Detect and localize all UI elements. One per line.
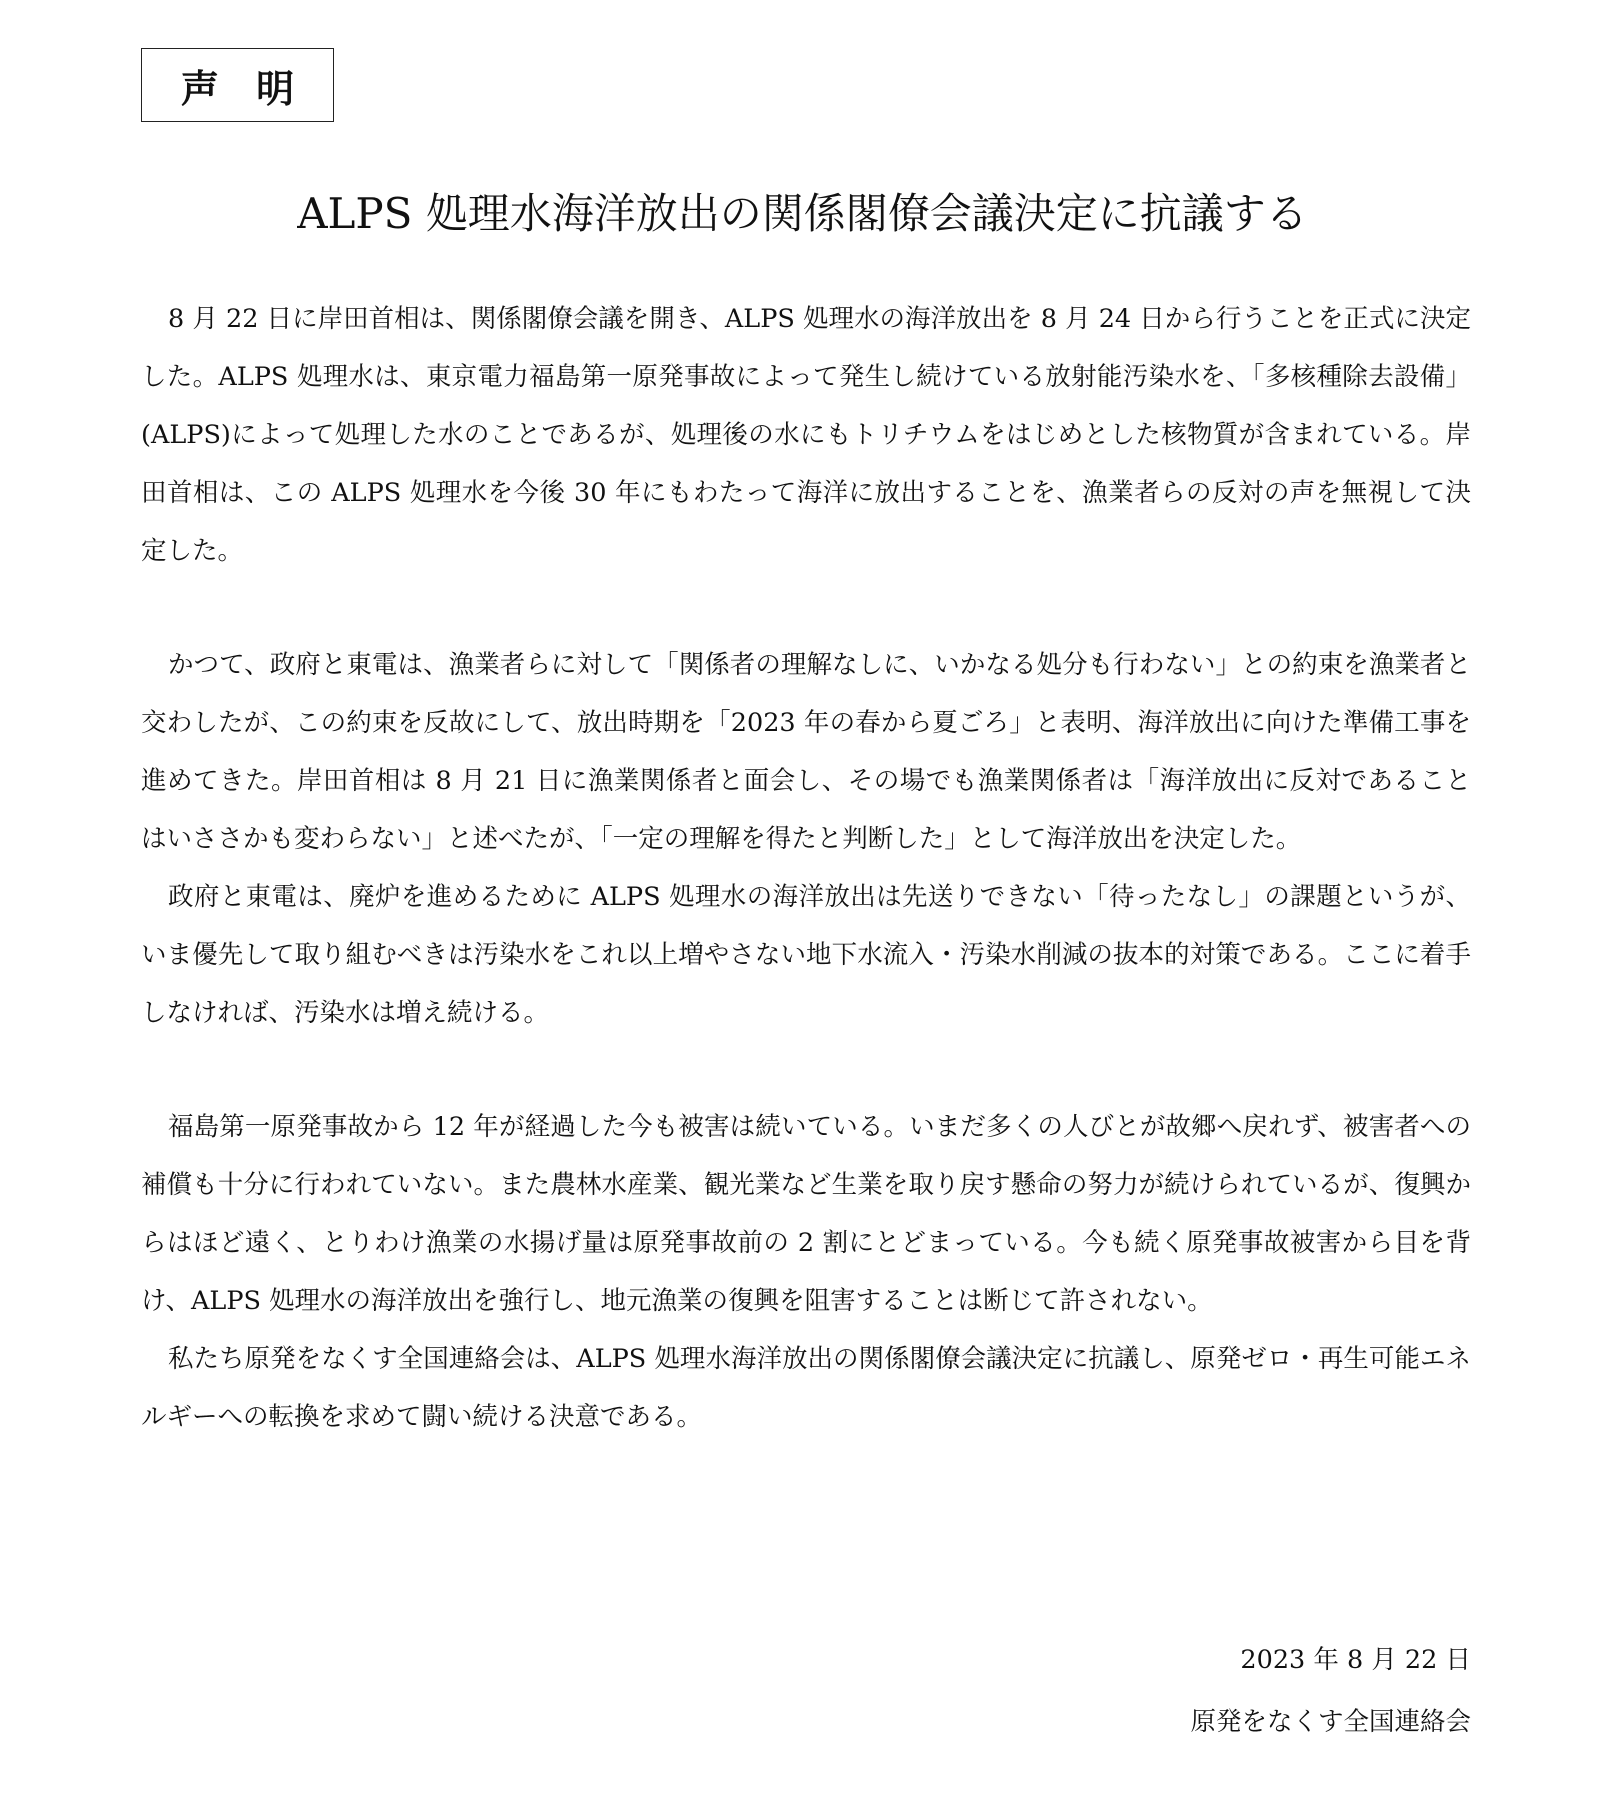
paragraph-3: 政府と東電は、廃炉を進めるために ALPS 処理水の海洋放出は先送りできない「待ったなし」の課題というが、いま優先して取り組むべきは汚染水をこれ以上増やさない地下水流入・汚染水削減の抜本的対策である。ここに着手しなければ、汚染水は増え続ける。 [141, 882, 1471, 1028]
organization-signature: 原発をなくす全国連絡会 [1190, 1707, 1471, 1737]
statement-label: 声 明 [141, 48, 334, 122]
paragraph-1: 8 月 22 日に岸田首相は、関係閣僚会議を開き、ALPS 処理水の海洋放出を 8 月 24 日から行うことを正式に決定した。ALPS 処理水は、東京電力福島第一原発事故によって発生し続けている放射能汚染水を、「多核種除去設備」(ALPS)によって処理した水のことであるが、処理後の水にもトリチウムをはじめとした核物質が含まれている。岸田首相は、この ALPS 処理水を今後 30 年にもわたって海洋に放出することを、漁業者らの反対の声を無視して決定した。 [141, 304, 1471, 566]
document-title: ALPS 処理水海洋放出の関係閣僚会議決定に抗議する [297, 189, 1308, 239]
document-body [141, 290, 1471, 1446]
paragraph-2: かつて、政府と東電は、漁業者らに対して「関係者の理解なしに、いかなる処分も行わない」との約束を漁業者と交わしたが、この約束を反故にして、放出時期を「2023 年の春から夏ごろ」と表明、海洋放出に向けた準備工事を進めてきた。岸田首相は 8 月 21 日に漁業関係者と面会し、その場でも漁業関係者は「海洋放出に反対であることはいささかも変わらない」と述べたが、「一定の理解を得たと判断した」として海洋放出を決定した。 [141, 650, 1471, 854]
document-date: 2023 年 8 月 22 日 [1240, 1645, 1471, 1675]
paragraph-5: 私たち原発をなくす全国連絡会は、ALPS 処理水海洋放出の関係閣僚会議決定に抗議し、原発ゼロ・再生可能エネルギーへの転換を求めて闘い続ける決意である。 [141, 1344, 1471, 1432]
paragraph-4: 福島第一原発事故から 12 年が経過した今も被害は続いている。いまだ多くの人びとが故郷へ戻れず、被害者への補償も十分に行われていない。また農林水産業、観光業など生業を取り戻す懸命の努力が続けられているが、復興からはほど遠く、とりわけ漁業の水揚げ量は原発事故前の 2 割にとどまっている。今も続く原発事故被害から目を背け、ALPS 処理水の海洋放出を強行し、地元漁業の復興を阻害することは断じて許されない。 [141, 1112, 1471, 1316]
